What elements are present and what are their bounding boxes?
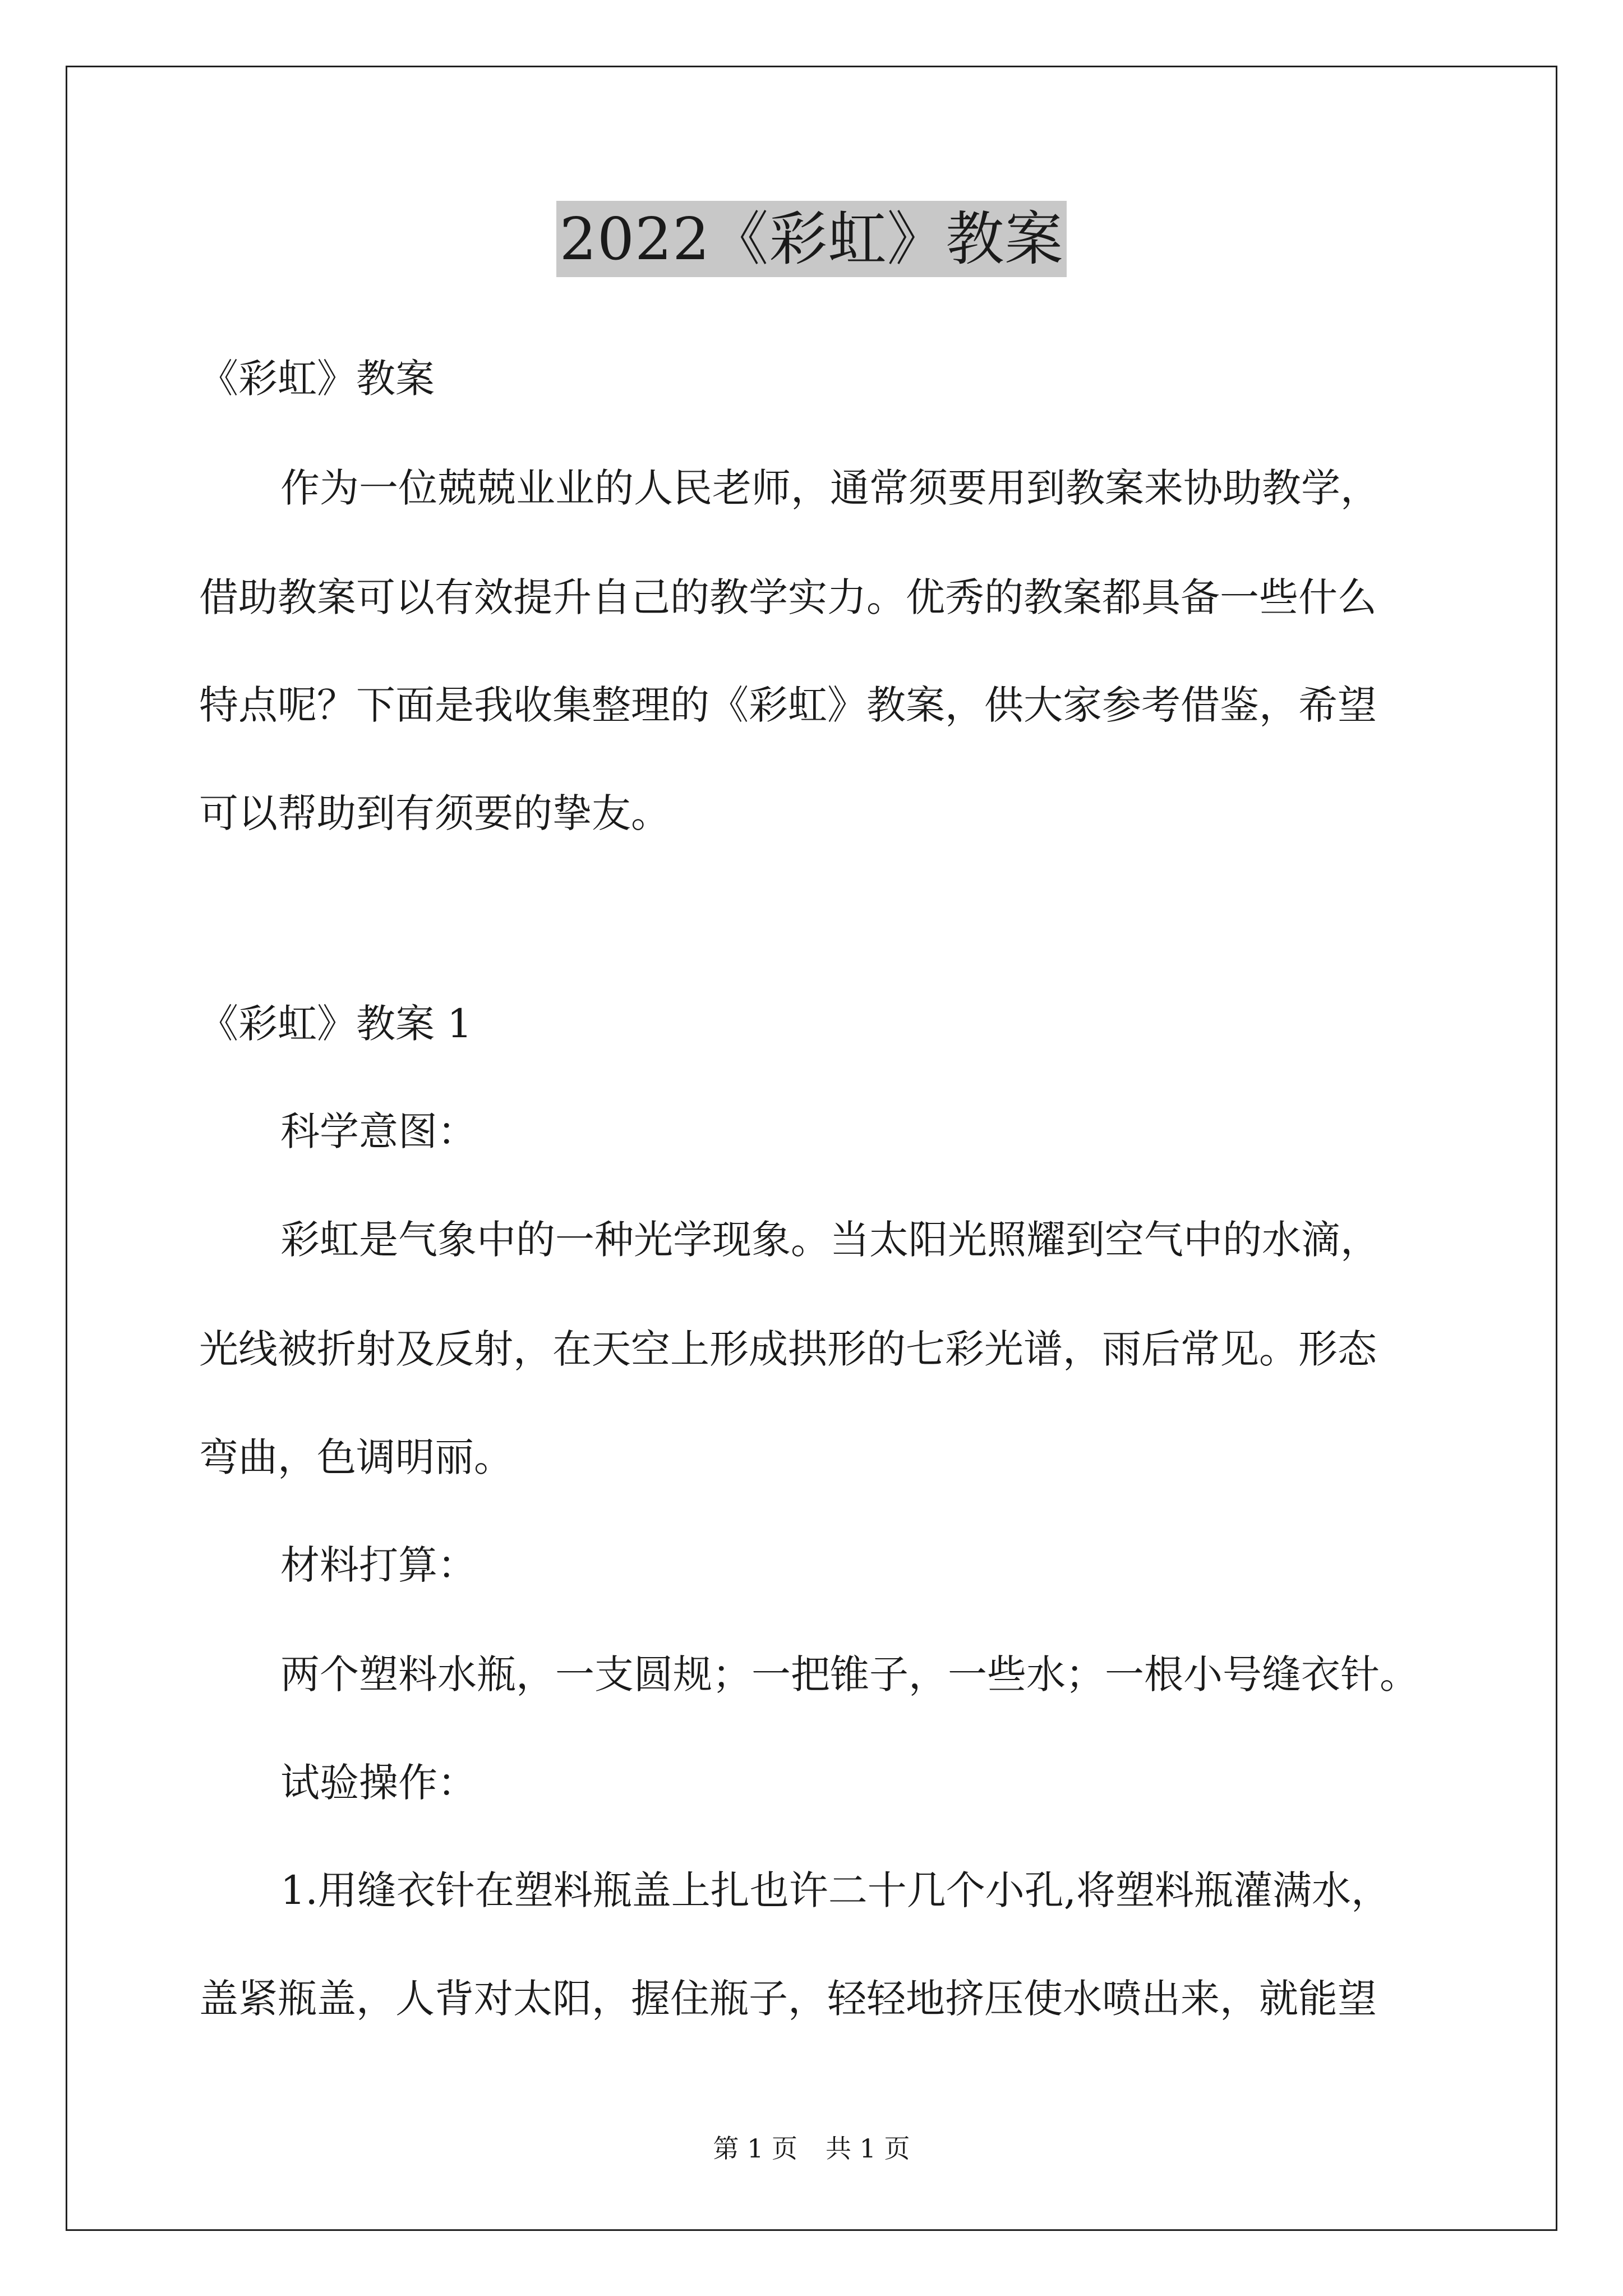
page-footer <box>0 2132 1623 2165</box>
paragraph-line: 弯曲，色调明丽。 <box>199 1434 513 1480</box>
paragraph-line: 两个塑料水瓶，一支圆规；一把锥子，一些水；一根小号缝衣针。 <box>280 1651 1419 1697</box>
paragraph-line: 特点呢？下面是我收集整理的《彩虹》教案，供大家参考借鉴，希望 <box>199 682 1377 728</box>
page-total: 共 1 页 <box>826 2133 910 2164</box>
paragraph-line: 彩虹是气象中的一种光学现象。当太阳光照耀到空气中的水滴， <box>280 1217 1380 1263</box>
subheading-materials: 材料打算： <box>280 1542 477 1588</box>
document-title: 2022《彩虹》教案 <box>556 201 1067 277</box>
section-heading-1: 《彩虹》教案 1 <box>199 1001 472 1047</box>
paragraph-line: 光线被折射及反射，在天空上形成拱形的七彩光谱，雨后常见。形态 <box>199 1326 1377 1372</box>
paragraph-line: 1.用缝衣针在塑料瓶盖上扎也许二十几个小孔,将塑料瓶灌满水， <box>280 1867 1391 1913</box>
paragraph-line: 盖紧瓶盖，人背对太阳，握住瓶子，轻轻地挤压使水喷出来，就能望 <box>199 1976 1377 2022</box>
subheading-purpose: 科学意图： <box>280 1108 477 1154</box>
title-container <box>0 201 1623 277</box>
subheading-procedure: 试验操作： <box>280 1760 477 1806</box>
section-heading-intro: 《彩虹》教案 <box>199 356 435 402</box>
paragraph-line: 可以帮助到有须要的挚友。 <box>199 790 670 836</box>
paragraph-line: 借助教案可以有效提升自己的教学实力。优秀的教案都具备一些什么 <box>199 574 1377 620</box>
paragraph-line: 作为一位兢兢业业的人民老师，通常须要用到教案来协助教学， <box>280 465 1380 511</box>
page-number: 第 1 页 <box>713 2133 797 2164</box>
